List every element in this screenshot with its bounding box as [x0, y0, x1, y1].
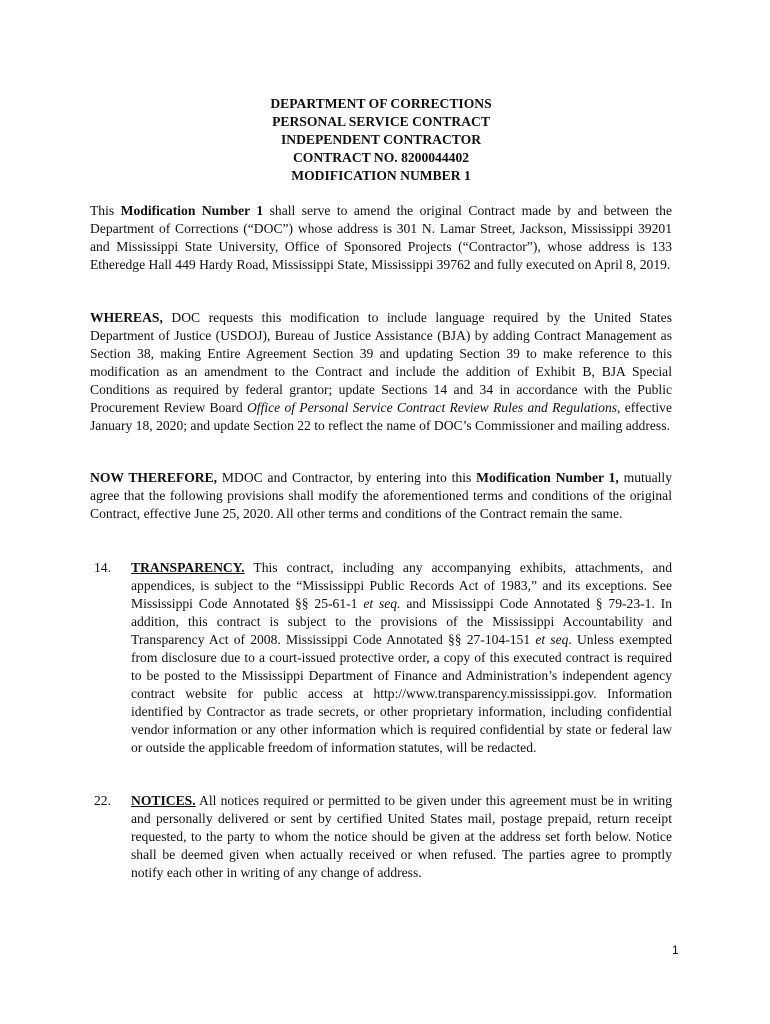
heading-department: DEPARTMENT OF CORRECTIONS [270, 96, 492, 111]
whereas-italic: Office of Personal Service Contract Review Rules and Regulations, [246, 400, 621, 415]
section-22 [90, 792, 672, 882]
section-22-body: All notices required or permitted to be given under this agreement must be in writing and personally delivered or sent by certified United States mail, postage prepaid, return receipt requested, to the party to whom the notice should be given at the address set forth below. Notice shall be deemed given when actually received or when refused. The parties agree to promptly notify each other in writing of any change of address. [131, 793, 672, 880]
intro-lead: This [90, 203, 121, 218]
section-14-text-1: This contract, including any accompanying exhibits, attachments, and appendices, is subject to the “Mississippi Public Records Act of 1983,” and its exceptions. See Mississippi Code Annotated §§ 25-61-1 [131, 560, 672, 611]
heading-contract-number: CONTRACT NO. 8200044402 [292, 150, 470, 165]
page-number: 1 [672, 943, 679, 957]
now-therefore-bold: NOW THEREFORE, [90, 470, 218, 485]
intro-bold: Modification Number 1 [120, 203, 264, 218]
heading-contractor-type: INDEPENDENT CONTRACTOR [280, 132, 482, 147]
whereas-bold: WHEREAS, [90, 310, 163, 325]
now-therefore-paragraph [90, 469, 672, 523]
section-14-italic-2: et seq [535, 632, 569, 647]
section-14-italic-1: et seq. [363, 596, 401, 611]
section-14-title: TRANSPARENCY. [131, 560, 245, 575]
heading-modification: MODIFICATION NUMBER 1 [291, 168, 471, 183]
now-therefore-bold-2: Modification Number 1, [476, 470, 619, 485]
section-14-text-3: . Unless exempted from disclosure due to a court-issued protective order, a copy of this executed contract is required to be posted to the Mississippi Department of Finance and Administration’s independent agency contract website for public access at http://www.transparency.mississippi.gov. Information identified by Contractor as trade secrets, or other proprietary information, including confidential vendor information or any other information which is required confidential by state or federal law or outside the applicable freedom of information statutes, will be redacted. [131, 632, 672, 755]
section-14-text [131, 559, 672, 757]
whereas-paragraph [90, 309, 672, 435]
heading-contract-type: PERSONAL SERVICE CONTRACT [272, 114, 490, 129]
section-14 [90, 559, 672, 757]
section-14-number: 14. [94, 560, 111, 575]
now-therefore-text-1: MDOC and Contractor, by entering into this [217, 470, 477, 485]
section-14-text-2: and Mississippi Code Annotated § 79-23-1. In addition, this contract is subject to the provisions of the Mississippi Accountability and Transparency Act of 2008. Mississippi Code Annotated §§ 27-104-151 [131, 596, 672, 647]
intro-paragraph [90, 202, 672, 274]
section-22-number: 22. [94, 793, 111, 808]
whereas-text-2: effective January 18, 2020; and update Section 22 to reflect the name of DOC’s Commissioner and mailing address. [90, 400, 672, 433]
whereas-text-1: DOC requests this modification to include language required by the United States Department of Justice (USDOJ), Bureau of Justice Assistance (BJA) by adding Contract Management as Section 38, making Entire Agreement Section 39 and updating Section 39 to make reference to this modification as an amendment to the Contract and include the addition of Exhibit B, BJA Special Conditions as required by federal grantor; update Sections 14 and 34 in accordance with the Public Procurement Review Board [90, 310, 672, 415]
section-22-title: NOTICES. [131, 793, 196, 808]
intro-rest: shall serve to amend the original Contract made by and between the Department of Corrections (“DOC”) whose address is 301 N. Lamar Street, Jackson, Mississippi 39201 and Mississippi State University, Office of Sponsored Projects (“Contractor”), whose address is 133 Etheredge Hall 449 Hardy Road, Mississippi State, Mississippi 39762 and fully executed on April 8, 2019. [90, 203, 672, 272]
section-22-text [131, 792, 672, 882]
document-heading [0, 95, 762, 185]
now-therefore-text-2: mutually agree that the following provisions shall modify the aforementioned terms and conditions of the original Contract, effective June 25, 2020. All other terms and conditions of the Contract remain the same. [90, 470, 672, 521]
